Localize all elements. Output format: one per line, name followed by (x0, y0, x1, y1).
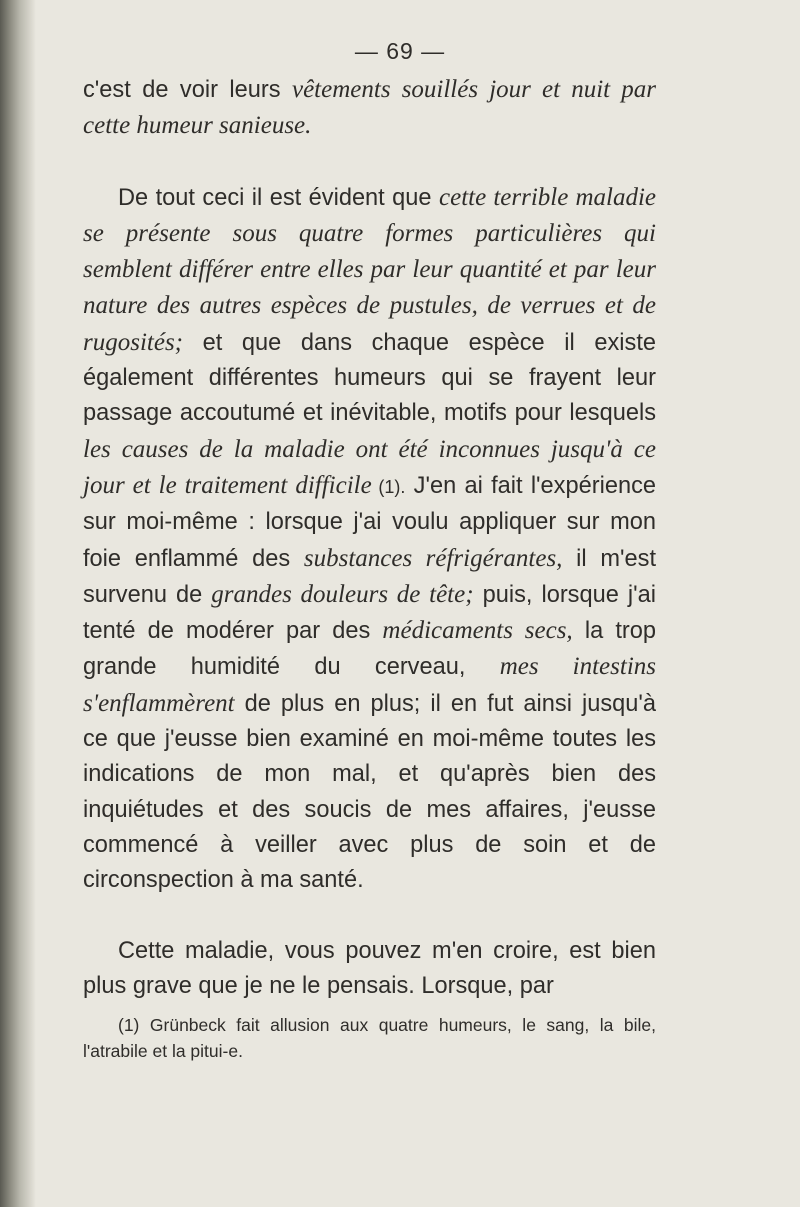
text-run: c'est de voir leurs (83, 77, 292, 103)
footnote-1: (1) Grünbeck fait allusion aux quatre humeurs, le sang, la bile, l'atrabile et la pitui‑e. (83, 1015, 656, 1061)
italic-run: médicaments secs, (382, 617, 573, 645)
paragraph-2 (83, 180, 656, 899)
text-run: la trop grande humidité du cerveau, (83, 618, 656, 681)
page-number: — 69 — (354, 38, 446, 64)
footnotes (83, 1012, 656, 1064)
paragraph-gap (83, 899, 656, 934)
text-run: puis, lorsque j'ai tenté de modérer par des (83, 581, 657, 645)
italic-run: les causes de la maladie ont été inconnues jusqu'à ce jour et le traitement difficile (83, 435, 656, 499)
text-run: il m'est survenu de (83, 545, 656, 608)
page-spine-shadow (0, 0, 36, 1207)
italic-run: substances réfrigérantes, (303, 544, 563, 572)
body-text (83, 72, 656, 1004)
italic-run: grandes douleurs de tête; (211, 580, 474, 608)
text-run: J'en ai fait l'expérience sur moi-même : lorsque j'ai voulu appliquer sur mon foie enflammé des (83, 472, 656, 572)
text-run: De tout ceci il est évident que (118, 184, 439, 211)
text-run: et que dans chaque espèce il existe également différentes humeurs qui se frayent leur passage accoutumé et inévitable, motifs pour lesquels (83, 329, 656, 427)
paragraph-1 (83, 72, 656, 145)
footnote-ref: (1). (371, 476, 406, 497)
italic-run: cette terrible maladie se présente sous quatre formes particulières qui semblent différer entre elles par leur quantité et par leur nature des autres espèces de pustules, de verrues et de rugosités; (83, 183, 656, 356)
paragraph-gap (83, 145, 656, 180)
paragraph-3 (83, 934, 656, 1005)
italic-run: mes intestins s'enflammèrent (83, 653, 657, 717)
italic-run: vêtements souillés jour et nuit par cette humeur sanieuse. (83, 76, 656, 140)
text-run: de plus en plus; il en fut ainsi jusqu'à ce que j'eusse bien examiné en moi-même toutes les indications de mon mal, et qu'après bien des inquiétudes et des soucis de mes affaires, j'eusse commencé à veiller avec plus de soin et de circonspection à ma santé. (83, 690, 656, 894)
text-run: Cette maladie, vous pouvez m'en croire, est bien plus grave que je ne le pensais. Lorsque, par (83, 937, 656, 999)
